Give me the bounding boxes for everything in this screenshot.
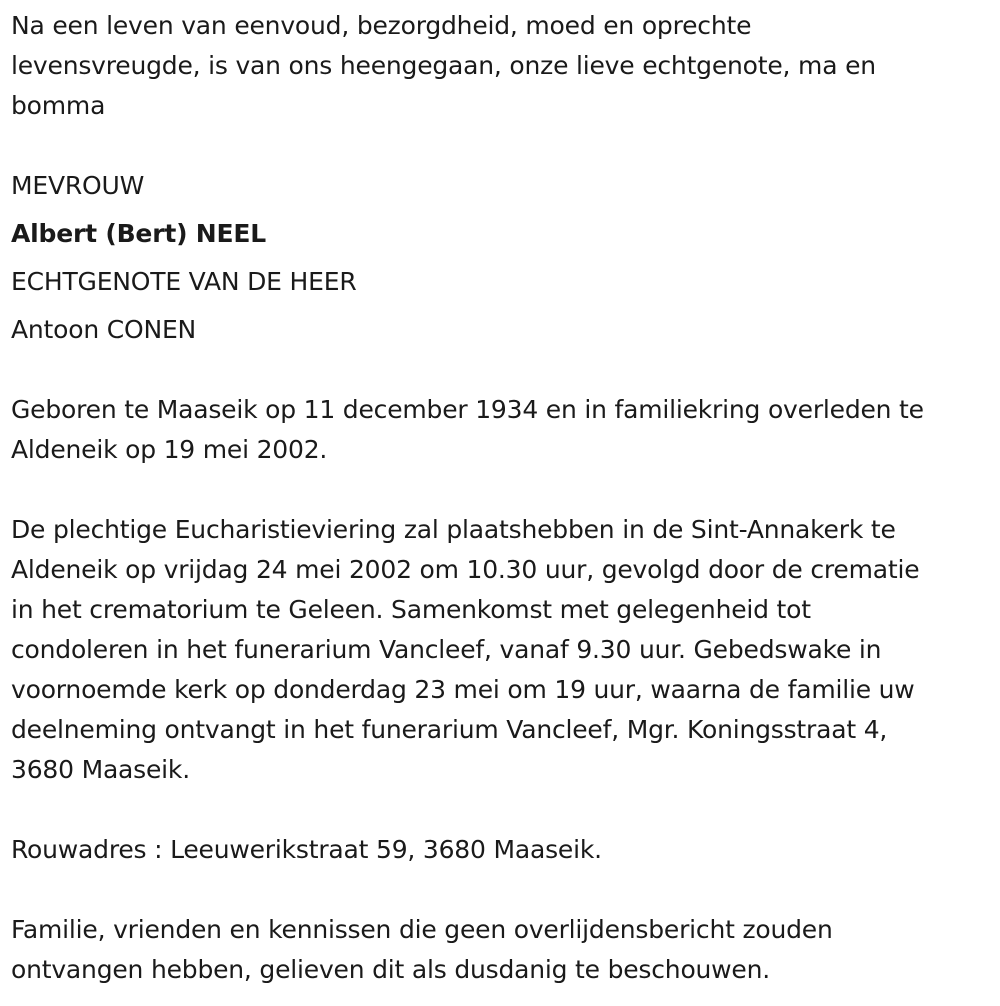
mourning-address: Rouwadres : Leeuwerikstraat 59, 3680 Maaseik. (11, 835, 602, 864)
spouse-label: ECHTGENOTE VAN DE HEER (11, 267, 357, 296)
intro-line-2: levensvreugde, is van ons heengegaan, onze lieve echtgenote, ma en (11, 51, 876, 80)
ceremony-line-3: in het crematorium te Geleen. Samenkomst met gelegenheid tot (11, 595, 811, 624)
ceremony-line-7: 3680 Maaseik. (11, 755, 190, 784)
ceremony-line-4: condoleren in het funerarium Vancleef, vanaf 9.30 uur. Gebedswake in (11, 635, 882, 664)
intro-line-3: bomma (11, 91, 106, 120)
intro-line-1: Na een leven van eenvoud, bezorgdheid, moed en oprechte (11, 11, 752, 40)
ceremony-line-6: deelneming ontvangt in het funerarium Vancleef, Mgr. Koningsstraat 4, (11, 715, 888, 744)
closing-line-1: Familie, vrienden en kennissen die geen overlijdensbericht zouden (11, 915, 833, 944)
birth-death-line-1: Geboren te Maaseik op 11 december 1934 en in familiekring overleden te (11, 395, 924, 424)
spouse-name: Antoon CONEN (11, 315, 197, 344)
ceremony-line-5: voornoemde kerk op donderdag 23 mei om 19 uur, waarna de familie uw (11, 675, 915, 704)
ceremony-line-1: De plechtige Eucharistieviering zal plaatshebben in de Sint-Annakerk te (11, 515, 896, 544)
birth-death-line-2: Aldeneik op 19 mei 2002. (11, 435, 328, 464)
closing-line-2: ontvangen hebben, gelieven dit als dusdanig te beschouwen. (11, 955, 771, 984)
ceremony-line-2: Aldeneik op vrijdag 24 mei 2002 om 10.30 uur, gevolgd door de crematie (11, 555, 920, 584)
title-prefix: MEVROUW (11, 171, 145, 200)
deceased-name: Albert (Bert) NEEL (11, 219, 267, 248)
